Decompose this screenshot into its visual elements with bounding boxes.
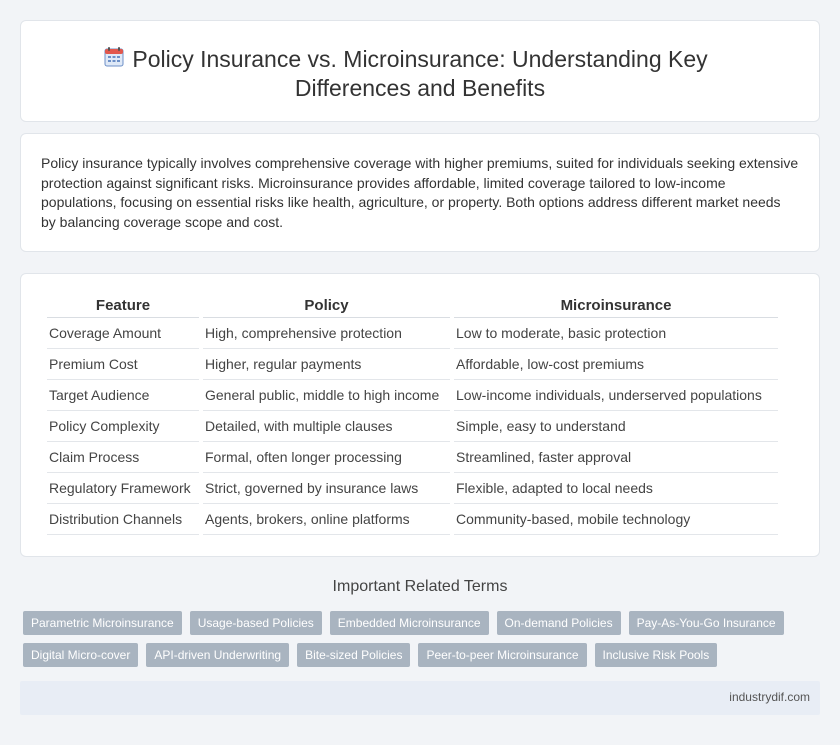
table-cell: Strict, governed by insurance laws [203, 473, 450, 504]
table-row [47, 380, 778, 411]
comparison-table-card [20, 273, 820, 557]
tag-parametric-microinsurance[interactable]: Parametric Microinsurance [23, 611, 182, 635]
column-header-feature: Feature [47, 294, 199, 318]
table-cell: Community-based, mobile technology [454, 504, 778, 535]
table-row [47, 504, 778, 535]
table-cell: Flexible, adapted to local needs [454, 473, 778, 504]
table-cell: General public, middle to high income [203, 380, 450, 411]
table-cell: Coverage Amount [47, 318, 199, 349]
tag-digital-micro-cover[interactable]: Digital Micro-cover [23, 643, 138, 667]
footer [20, 681, 820, 715]
column-header-policy: Policy [203, 294, 450, 318]
table-row [47, 473, 778, 504]
tag-on-demand-policies[interactable]: On-demand Policies [497, 611, 621, 635]
table-cell: Streamlined, faster approval [454, 442, 778, 473]
tag-peer-to-peer-microinsurance[interactable]: Peer-to-peer Microinsurance [418, 643, 586, 667]
footer-site-link[interactable]: industrydif.com [729, 690, 810, 704]
tag-api-driven-underwriting[interactable]: API-driven Underwriting [146, 643, 289, 667]
table-cell: Policy Complexity [47, 411, 199, 442]
page-title: Policy Insurance vs. Microinsurance: Understanding Key Differences and Benefits [132, 46, 708, 101]
tag-inclusive-risk-pools[interactable]: Inclusive Risk Pools [595, 643, 718, 667]
tag-usage-based-policies[interactable]: Usage-based Policies [190, 611, 322, 635]
header-card [20, 20, 820, 122]
table-cell: Low-income individuals, underserved populations [454, 380, 778, 411]
table-cell: Regulatory Framework [47, 473, 199, 504]
table-row [47, 442, 778, 473]
table-row [47, 349, 778, 380]
table-cell: High, comprehensive protection [203, 318, 450, 349]
intro-card [20, 133, 820, 252]
related-terms-tags [23, 611, 813, 667]
related-terms-title: Important Related Terms [332, 578, 508, 595]
table-header-row [47, 294, 778, 318]
tag-embedded-microinsurance[interactable]: Embedded Microinsurance [330, 611, 489, 635]
table-cell: Premium Cost [47, 349, 199, 380]
comparison-table [43, 294, 782, 535]
column-header-microinsurance: Microinsurance [454, 294, 778, 318]
intro-text: Policy insurance typically involves comprehensive coverage with higher premiums, suited for individuals seeking extensive protection against significant risks. Microinsurance provides affordable, limited coverage tailored to low-income populations, focusing on essential risks like health, agriculture, or property. Both options address different market needs by balancing coverage scope and cost. [41, 155, 799, 230]
table-cell: Target Audience [47, 380, 199, 411]
table-cell: Simple, easy to understand [454, 411, 778, 442]
table-row [47, 411, 778, 442]
table-cell: Affordable, low-cost premiums [454, 349, 778, 380]
table-cell: Low to moderate, basic protection [454, 318, 778, 349]
table-cell: Detailed, with multiple clauses [203, 411, 450, 442]
table-cell: Claim Process [47, 442, 199, 473]
table-cell: Higher, regular payments [203, 349, 450, 380]
tag-pay-as-you-go-insurance[interactable]: Pay-As-You-Go Insurance [629, 611, 784, 635]
table-cell: Agents, brokers, online platforms [203, 504, 450, 535]
tag-bite-sized-policies[interactable]: Bite-sized Policies [297, 643, 410, 667]
table-cell: Formal, often longer processing [203, 442, 450, 473]
table-cell: Distribution Channels [47, 504, 199, 535]
table-row [47, 318, 778, 349]
